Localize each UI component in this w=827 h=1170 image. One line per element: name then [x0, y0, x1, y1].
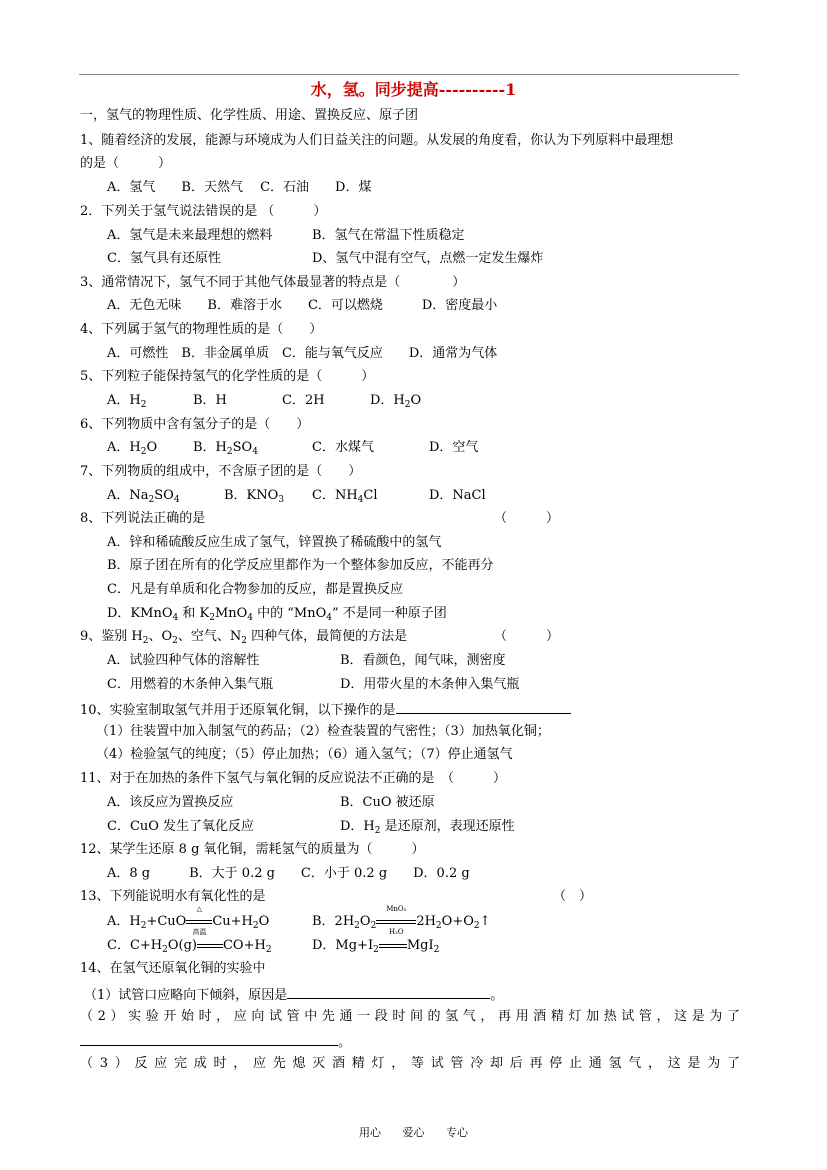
question-8-stem: 8、下列说法正确的是	[80, 511, 206, 526]
question-14-stem: 14、在氢气还原氧化铜的实验中	[80, 961, 266, 976]
question-6-option-a: A．$H_2O$	[107, 440, 158, 457]
question-6-stem: 6、下列物质中含有氢分子的是（ ）	[80, 417, 310, 432]
question-12-options: A．8 g B．大于 0.2 g C．小于 0.2 g D．0.2 g	[107, 866, 470, 881]
high-temperature-condition: 高温	[192, 928, 207, 936]
question-13-stem: 13、下列能说明水有氧化性的是	[80, 889, 266, 904]
question-13-answer-paren: （ ）	[553, 889, 593, 904]
question-5-option-d: D．$H_2O$	[370, 393, 422, 410]
question-9-option-b: B．看颜色，闻气味，测密度	[340, 653, 506, 668]
question-3-stem: 3、通常情况下，氢气不同于其他气体最显著的特点是（ ）	[80, 275, 466, 290]
question-1-line2: 的是（ ）	[80, 156, 172, 171]
question-14-part1: （1）试管口应略向下倾斜，原因是 。	[84, 985, 503, 1004]
heat-condition: △	[196, 905, 203, 913]
page-title: 水，氢。同步提高----------1	[310, 80, 517, 99]
question-11-stem: 11、对于在加热的条件下氢气与氧化铜的反应说法不正确的是 （ ）	[80, 771, 507, 786]
question-11-option-a: A．该反应为置换反应	[107, 795, 234, 810]
question-5-stem: 5、下列粒子能保持氢气的化学性质的是（ ）	[80, 369, 375, 384]
question-10-line2: （4）检验氢气的纯度；（5）停止加热；（6）通入氢气；（7）停止通氢气	[96, 747, 513, 762]
question-14-part2-blank: 。	[80, 1032, 351, 1051]
question-7-option-d: D．NaCl	[429, 488, 486, 503]
question-8-option-c: C．凡是有单质和化合物参加的反应，都是置换反应	[107, 582, 403, 597]
question-7-option-b: B．$KNO_3$	[224, 488, 285, 505]
answer-blank[interactable]	[287, 985, 490, 999]
question-6-option-c: C．水煤气	[312, 440, 374, 455]
question-5-option-b: B．H	[193, 393, 227, 408]
question-13-option-b: B．$2H_2O_2$ MnO₂ H₂O $2H_2O+O_2↑$	[312, 905, 491, 936]
question-10-line1: （1）往装置中加入制氢气的药品；（2）检查装置的气密性；（3）加热氧化铜；	[96, 724, 550, 739]
question-9-option-c: C．用燃着的木条伸入集气瓶	[107, 677, 273, 692]
question-7-option-c: C．$NH_4Cl$	[312, 488, 378, 505]
question-1-line1: 1、随着经济的发展，能源与环境成为人们日益关注的问题。从发展的角度看，你认为下列原料中最理想	[80, 133, 674, 148]
question-2-option-b: B．氢气在常温下性质稳定	[312, 228, 465, 243]
question-2-option-c: C．氢气具有还原性	[107, 251, 221, 266]
question-5-option-c: C．2H	[282, 393, 325, 408]
question-4-stem: 4、下列属于氢气的物理性质的是（ ）	[80, 322, 323, 337]
question-9-option-d: D．用带火星的木条伸入集气瓶	[340, 677, 520, 692]
question-3-options: A．无色无味 B．难溶于水 C．可以燃烧 D．密度最小	[107, 298, 498, 313]
question-8-answer-paren: （ ）	[494, 511, 560, 526]
question-9-option-a: A．试验四种气体的溶解性	[107, 653, 260, 668]
question-11-option-b: B．CuO 被还原	[340, 795, 435, 810]
header-rule	[79, 74, 739, 75]
answer-blank[interactable]	[396, 700, 571, 714]
question-14-part3: （3）反应完成时，应先熄灭酒精灯，等试管冷却后再停止通氢气，这是为了	[80, 1056, 740, 1071]
question-9-stem: 9、鉴别 $H_2$、$O_2$、空气、$N_2$ 四种气体，最简便的方法是	[80, 629, 408, 646]
question-2-option-d: D、氢气中混有空气，点燃一定发生爆炸	[312, 251, 544, 266]
answer-blank[interactable]	[80, 1032, 338, 1046]
question-8-option-d: D．KMnO$_4$ 和 $K_2MnO_4$ 中的 “MnO$_4$” 不是同一种原子团	[107, 606, 447, 623]
question-10-stem: 10、实验室制取氢气并用于还原氧化铜，以下操作的是	[80, 700, 571, 719]
question-6-option-b: B．$H_2SO_4$	[193, 440, 258, 457]
question-11-option-d: D．$H_2$ 是还原剂，表现还原性	[340, 819, 515, 836]
question-1-options: A．氢气 B．天然气 C．石油 D．煤	[107, 180, 372, 195]
question-6-option-d: D．空气	[429, 440, 479, 455]
question-8-option-a: A．锌和稀硫酸反应生成了氢气，锌置换了稀硫酸中的氢气	[107, 535, 442, 550]
question-14-part2: （2）实验开始时，应向试管中先通一段时间的氢气，再用酒精灯加热试管，这是为了	[80, 1009, 740, 1024]
question-11-option-c: C．CuO 发生了氧化反应	[107, 819, 255, 834]
question-7-option-a: A．$Na_2SO_4$	[107, 488, 180, 505]
question-9-answer-paren: （ ）	[494, 629, 560, 644]
water-condition: H₂O	[388, 928, 404, 936]
question-13-option-a: A．$H_2+CuO$ △ 高温 $Cu+H_2O$	[107, 905, 270, 936]
question-12-stem: 12、某学生还原 8 g 氧化铜，需耗氢气的质量为（ ）	[80, 842, 425, 857]
question-2-option-a: A．氢气是未来最理想的燃料	[107, 228, 273, 243]
catalyst-condition: MnO₂	[386, 905, 407, 913]
question-13-option-d: D．$Mg+I_2$ MgI$_2$	[312, 938, 440, 955]
page-footer: 用心 爱心 专心	[359, 1126, 468, 1139]
question-13-option-c: C．$C+H_2O(g)$ $CO+H_2$	[107, 938, 272, 955]
question-7-stem: 7、下列物质的组成中，不含原子团的是（ ）	[80, 464, 362, 479]
section-heading: 一，氢气的物理性质、化学性质、用途、置换反应、原子团	[80, 108, 419, 123]
question-4-options: A．可燃性 B．非金属单质 C．能与氧气反应 D．通常为气体	[107, 346, 498, 361]
question-5-option-a: A．$H_2$	[107, 393, 147, 410]
question-8-option-b: B．原子团在所有的化学反应里都作为一个整体参加反应，不能再分	[107, 558, 494, 573]
question-2-stem: 2．下列关于氢气说法错误的是 （ ）	[80, 204, 327, 219]
